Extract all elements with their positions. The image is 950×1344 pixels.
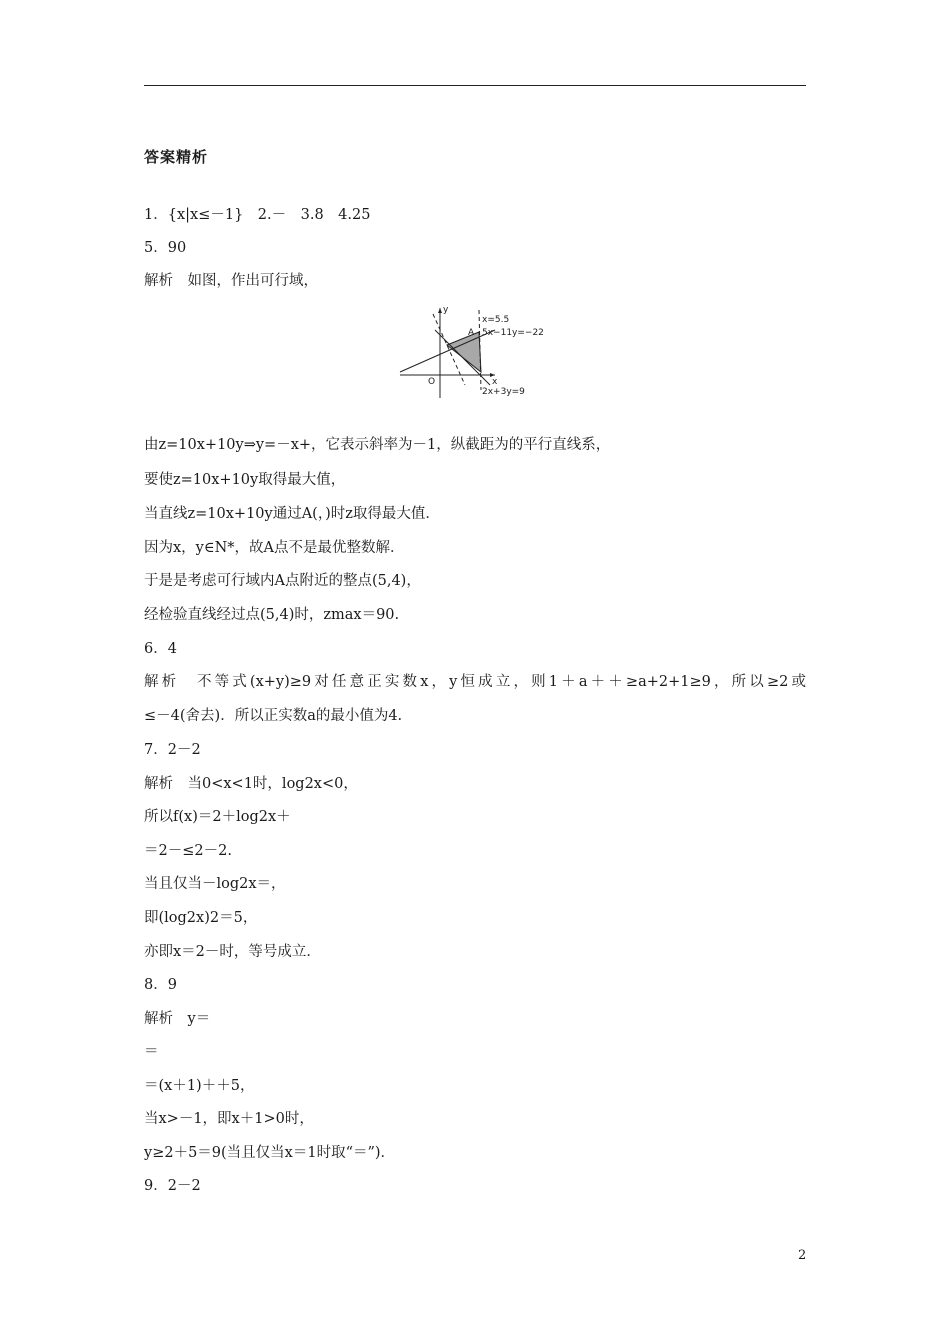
analysis-line: ≤－4(舍去)．所以正实数a的最小值为4. [144, 708, 403, 724]
analysis-line: 即(log2x)2＝5， [144, 910, 258, 926]
x-axis-label: x [492, 377, 498, 387]
analysis-line: 当且仅当－log2x＝， [144, 876, 286, 892]
analysis-line: 解析 不等式(x+y)≥9对任意正实数x，y恒成立，则1＋a＋＋≥a+2+1≥9，所以≥2或 [144, 674, 806, 690]
feasible-region-figure [395, 300, 565, 400]
answer-line-9: 9．2－2 [144, 1178, 201, 1194]
analysis-line: 所以f(x)＝2＋log2x＋ [144, 809, 291, 825]
point-a-label: A [468, 328, 475, 338]
section-title: 答案精析 [144, 148, 209, 166]
answer-line-8: 8．9 [144, 977, 177, 993]
analysis-line: ＝ [144, 1044, 159, 1060]
analysis-line: ＝2－≤2－2. [144, 843, 232, 859]
analysis-line: 解析 如图，作出可行域， [144, 273, 318, 289]
line-label-5x11y: 5x−11y=−22 [482, 328, 544, 338]
analysis-line: 经检验直线经过点(5,4)时，zmax＝90. [144, 607, 400, 623]
analysis-line: ＝(x＋1)＋＋5， [144, 1078, 255, 1094]
line-label-x55: x=5.5 [482, 315, 510, 325]
analysis-line: 由z=10x+10y⇒y=－x+，它表示斜率为－1，纵截距为的平行直线系， [144, 437, 611, 453]
analysis-line: 解析 y＝ [144, 1011, 211, 1027]
analysis-line: 当x>－1，即x＋1>0时， [144, 1111, 314, 1127]
line-label-2x3y: 2x+3y=9 [482, 387, 525, 397]
analysis-line: 当直线z=10x+10y通过A(，)时z取得最大值． [144, 506, 440, 522]
analysis-line: 于是是考虑可行域内A点附近的整点(5,4)， [144, 573, 421, 589]
page-number: 2 [798, 1248, 807, 1263]
analysis-line: 亦即x＝2－时，等号成立． [144, 944, 321, 960]
origin-label: O [428, 377, 436, 387]
answer-line-1: 1．{x|x≤－1} 2.－ 3.8 4.25 [144, 207, 371, 223]
y-axis-label: y [443, 305, 449, 315]
analysis-line: 要使z=10x+10y取得最大值， [144, 472, 346, 488]
analysis-line: y≥2＋5＝9(当且仅当x＝1时取“＝”)． [144, 1145, 396, 1161]
answer-line-7: 7．2－2 [144, 742, 201, 758]
header-rule [144, 85, 806, 86]
analysis-line: 因为x，y∈N*，故A点不是最优整数解． [144, 540, 405, 556]
analysis-line: 解析 当0<x<1时，log2x<0， [144, 776, 358, 792]
answer-line-5: 5．90 [144, 240, 187, 256]
answer-line-6: 6．4 [144, 641, 177, 657]
